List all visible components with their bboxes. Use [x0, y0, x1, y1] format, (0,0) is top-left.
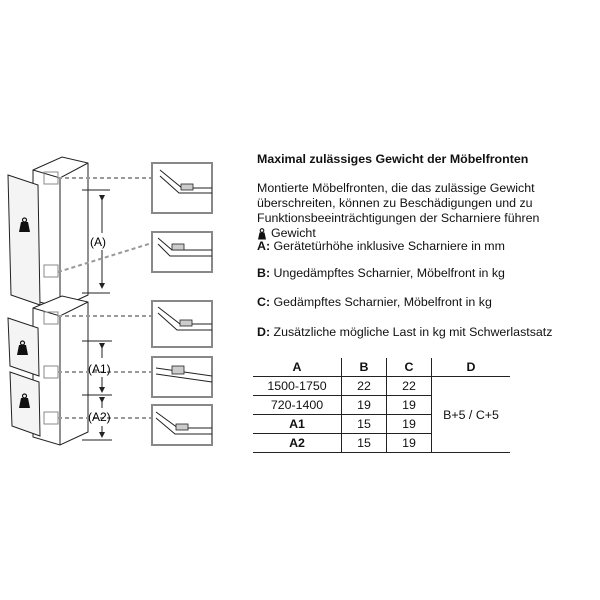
table-cell: 15 — [342, 415, 387, 434]
legend-d-key: D: — [257, 325, 271, 339]
legend-c-key: C: — [257, 295, 271, 309]
hinge-detail-1 — [152, 163, 212, 213]
weight-icon — [257, 228, 267, 240]
table-header-a: A — [253, 358, 342, 377]
dimension-label-a: (A) — [90, 235, 106, 249]
table-cell: 22 — [342, 377, 387, 396]
legend-c — [257, 295, 492, 310]
legend-b-text: Ungedämpftes Scharnier, Möbelfront in kg — [273, 266, 505, 280]
legend-b-key: B: — [257, 266, 271, 280]
table-cell: A1 — [253, 415, 342, 434]
table-header-d: D — [432, 358, 511, 377]
table-cell-d-value: B+5 / C+5 — [432, 377, 511, 453]
dimension-label-a1: (A1) — [88, 362, 111, 376]
legend-a — [257, 239, 505, 254]
table-cell: 19 — [387, 396, 432, 415]
hinge-detail-3 — [152, 301, 212, 347]
section-heading: Maximal zulässiges Gewicht der Möbelfronten — [257, 152, 529, 166]
table-cell: 720-1400 — [253, 396, 342, 415]
table-header-c: C — [387, 358, 432, 377]
table-row — [253, 377, 510, 396]
hinge-detail-5 — [152, 405, 212, 445]
table-cell: 19 — [387, 415, 432, 434]
hinge-detail-2 — [152, 232, 212, 272]
legend-a-key: A: — [257, 239, 271, 253]
weight-label: Gewicht — [271, 226, 316, 240]
legend-b — [257, 266, 505, 281]
table-header-row — [253, 358, 510, 377]
weight-table — [253, 358, 510, 453]
intro-line-2: überschreiten, können zu Beschädigungen und zu — [257, 196, 533, 210]
table-cell: 1500-1750 — [253, 377, 342, 396]
intro-line-1: Montierte Möbelfronten, die das zulässige Gewicht — [257, 181, 535, 195]
legend-d — [257, 325, 552, 340]
table-cell: 15 — [342, 434, 387, 453]
table-cell: 19 — [387, 434, 432, 453]
hinge-detail-4 — [152, 357, 212, 397]
legend-d-text: Zusätzliche mögliche Last in kg mit Schwerlastsatz — [273, 325, 553, 339]
legend-a-text: Gerätetürhöhe inklusive Scharniere in mm — [273, 239, 505, 253]
legend-c-text: Gedämpftes Scharnier, Möbelfront in kg — [273, 295, 492, 309]
single-door-appliance — [8, 157, 88, 308]
table-cell: 19 — [342, 396, 387, 415]
intro-line-3: Funktionsbeeinträchtigungen der Scharniere führen — [257, 211, 540, 225]
table-header-b: B — [342, 358, 387, 377]
double-door-appliance — [8, 296, 88, 445]
table-cell: A2 — [253, 434, 342, 453]
dimension-label-a2: (A2) — [88, 410, 111, 424]
table-cell: 22 — [387, 377, 432, 396]
